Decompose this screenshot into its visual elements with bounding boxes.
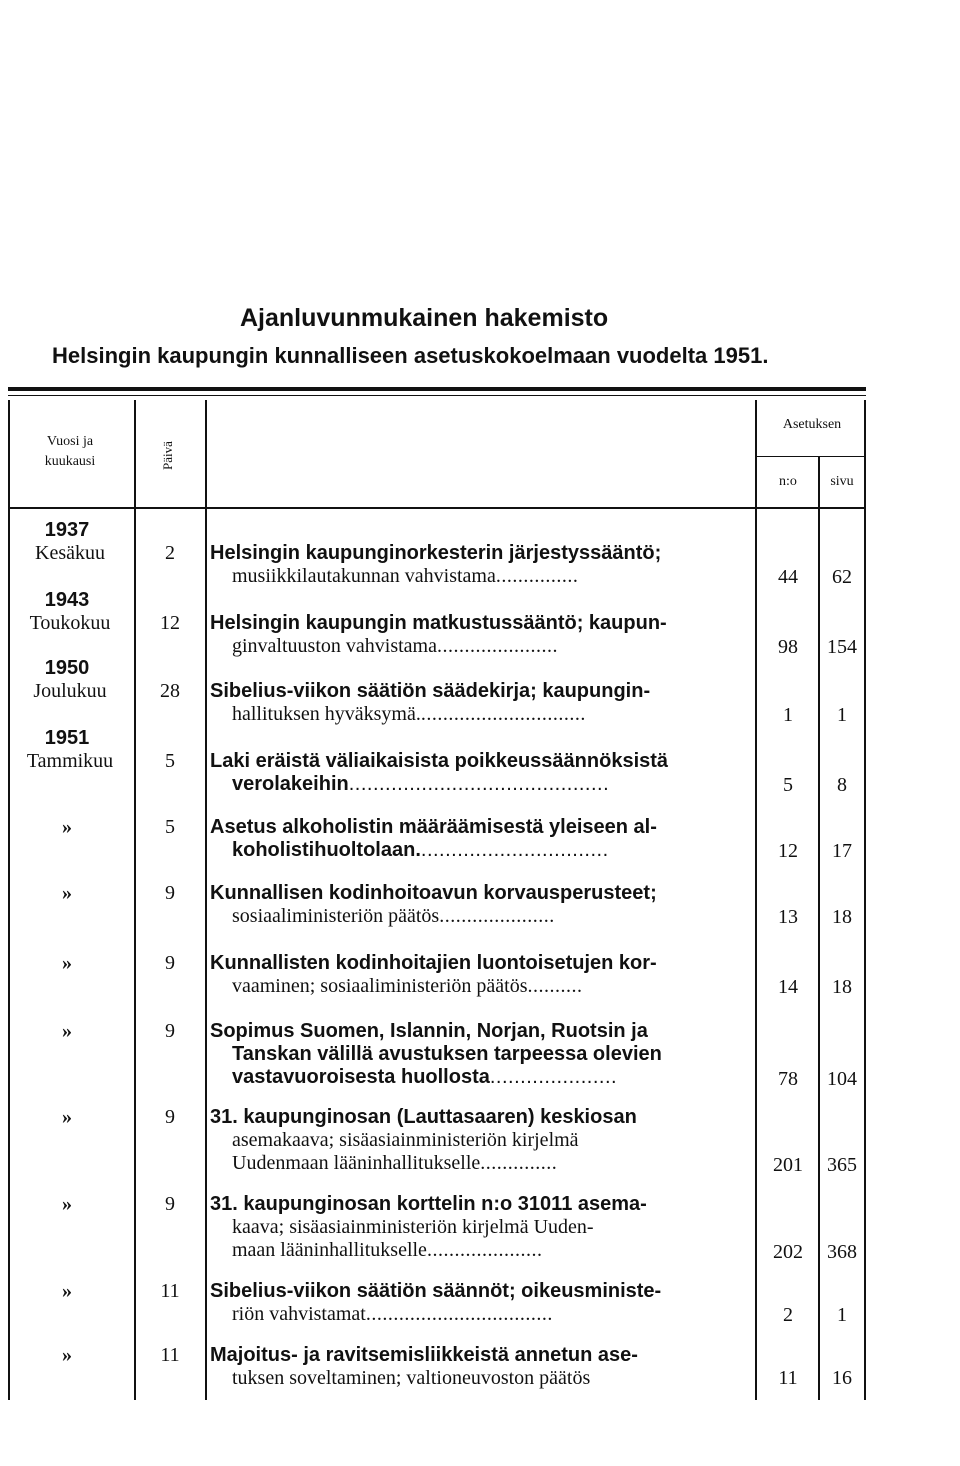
ditto-mark: » (62, 1344, 72, 1366)
entry-text (210, 952, 755, 998)
column-header-rule (8, 507, 866, 509)
entry-text (210, 680, 755, 726)
decree-number: 11 (778, 1367, 798, 1389)
vline-entry-no (755, 400, 757, 1400)
month-label: Tammikuu (26, 750, 114, 772)
page-number: 1 (837, 704, 847, 726)
page-number: 18 (832, 906, 852, 928)
page-number: 16 (832, 1367, 852, 1389)
entry-line: Tanskan välillä avustuksen tarpeessa olevien (232, 1043, 662, 1065)
page-number: 104 (827, 1068, 857, 1090)
decree-number: 1 (783, 704, 793, 726)
day-value: 2 (165, 542, 175, 564)
entry-text (210, 1106, 755, 1175)
entry-line: Sibelius-viikon säätiön säännöt; oikeusministe- (210, 1280, 662, 1302)
entry-line: Sibelius-viikon säätiön säädekirja; kaupungin- (210, 680, 651, 702)
decree-number: 44 (778, 566, 798, 588)
entry-line: kaava; sisäasiainministeriön kirjelmä Uuden- (232, 1216, 594, 1238)
column-header-asetuksen: Asetuksen (782, 417, 842, 432)
entry-line: riön vahvistamat.................................. (232, 1303, 553, 1325)
decree-number: 12 (778, 840, 798, 862)
entry-line: koholistihuoltolaan................................ (232, 839, 609, 861)
ditto-mark: » (62, 1106, 72, 1128)
decree-number: 202 (773, 1241, 803, 1263)
column-header-year (30, 432, 110, 472)
ditto-mark: » (62, 1020, 72, 1042)
entry-text (210, 882, 755, 928)
page-number: 17 (832, 840, 852, 862)
page-number: 8 (837, 774, 847, 796)
entry-text (210, 816, 755, 862)
column-header-no: n:o (779, 474, 797, 489)
entry-line: hallituksen hyväksymä............................... (232, 703, 586, 725)
column-header-day: Päivä (160, 441, 175, 470)
entry-line: Sopimus Suomen, Islannin, Norjan, Ruotsin ja (210, 1020, 648, 1042)
day-value: 9 (165, 1106, 175, 1128)
month-label: Kesäkuu (35, 542, 105, 564)
page-number: 62 (832, 566, 852, 588)
day-value: 5 (165, 816, 175, 838)
day-value: 9 (165, 882, 175, 904)
decree-number: 2 (783, 1304, 793, 1326)
ditto-mark: » (62, 882, 72, 904)
month-label: Toukokuu (29, 612, 111, 634)
ditto-mark: » (62, 816, 72, 838)
header-rule-thick (8, 387, 866, 391)
entry-line: 31. kaupunginosan korttelin n:o 31011 asema- (210, 1193, 647, 1215)
day-value: 9 (165, 952, 175, 974)
entry-line: Uudenmaan lääninhallitukselle.............. (232, 1152, 558, 1174)
entry-line: Asetus alkoholistin määräämisestä yleiseen al- (210, 816, 657, 838)
page-number: 1 (837, 1304, 847, 1326)
page-number: 154 (827, 636, 857, 658)
entry-line: musiikkilautakunnan vahvistama............... (232, 565, 579, 587)
decree-number: 14 (778, 976, 798, 998)
year-label: 1943 (44, 589, 90, 611)
ditto-mark: » (62, 1193, 72, 1215)
decree-number: 5 (783, 774, 793, 796)
column-header-year-line1: Vuosi ja (46, 434, 94, 449)
vline-day-entry (205, 400, 207, 1400)
decree-number: 78 (778, 1068, 798, 1090)
day-value: 11 (160, 1344, 180, 1366)
entry-text (210, 1280, 755, 1326)
entry-line: vaaminen; sosiaaliministeriön päätös.......... (232, 975, 583, 997)
page-subtitle: Helsingin kaupungin kunnalliseen asetuskokoelmaan vuodelta 1951. (52, 343, 769, 368)
vline-right (864, 400, 866, 1400)
entry-line: Kunnallisen kodinhoitoavun korvausperusteet; (210, 882, 657, 904)
ditto-mark: » (62, 952, 72, 974)
decree-number: 201 (773, 1154, 803, 1176)
entry-line: Kunnallisten kodinhoitajien luontoisetujen kor- (210, 952, 657, 974)
day-value: 11 (160, 1280, 180, 1302)
year-label: 1937 (44, 519, 90, 541)
entry-line: Helsingin kaupunginorkesterin järjestyssääntö; (210, 542, 662, 564)
column-header-page: sivu (830, 474, 854, 489)
entry-line: ginvaltuuston vahvistama...................... (232, 635, 558, 657)
day-value: 28 (160, 680, 180, 702)
ditto-mark: » (62, 1280, 72, 1302)
day-value: 5 (165, 750, 175, 772)
entry-text (210, 750, 755, 796)
entry-line: maan lääninhallitukselle..................... (232, 1239, 543, 1261)
day-value: 9 (165, 1020, 175, 1042)
decree-number: 98 (778, 636, 798, 658)
day-value: 12 (160, 612, 180, 634)
entry-line: sosiaaliministeriön päätös..................... (232, 905, 555, 927)
entry-line: Helsingin kaupungin matkustussääntö; kaupun- (210, 612, 667, 634)
entry-line: 31. kaupunginosan (Lauttasaaren) keskiosan (210, 1106, 637, 1128)
entry-line: vastavuoroisesta huollosta..................... (232, 1066, 618, 1088)
page-number: 18 (832, 976, 852, 998)
entry-line: Laki eräistä väliaikaisista poikkeussäännöksistä (210, 750, 669, 772)
entry-text (210, 1193, 755, 1262)
entry-text (210, 1344, 755, 1390)
entry-line: tuksen soveltaminen; valtioneuvoston päätös (232, 1367, 591, 1389)
number-columns-rule (757, 456, 865, 457)
entry-text (210, 612, 755, 658)
column-header-year-line2: kuukausi (44, 454, 96, 469)
page-number: 365 (827, 1154, 857, 1176)
entry-text (210, 1020, 755, 1089)
day-value: 9 (165, 1193, 175, 1215)
year-label: 1951 (44, 727, 90, 749)
page-number: 368 (827, 1241, 857, 1263)
page-title: Ajanluvunmukainen hakemisto (240, 304, 609, 332)
entry-line: Majoitus- ja ravitsemisliikkeistä annetun ase- (210, 1344, 638, 1366)
header-rule-thin (8, 395, 866, 396)
decree-number: 13 (778, 906, 798, 928)
entry-line: asemakaava; sisäasiainministeriön kirjelmä (232, 1129, 579, 1151)
month-label: Joulukuu (33, 680, 107, 702)
entry-text (210, 542, 755, 588)
year-label: 1950 (44, 657, 90, 679)
entry-line: verolakeihin........................................... (232, 773, 610, 795)
